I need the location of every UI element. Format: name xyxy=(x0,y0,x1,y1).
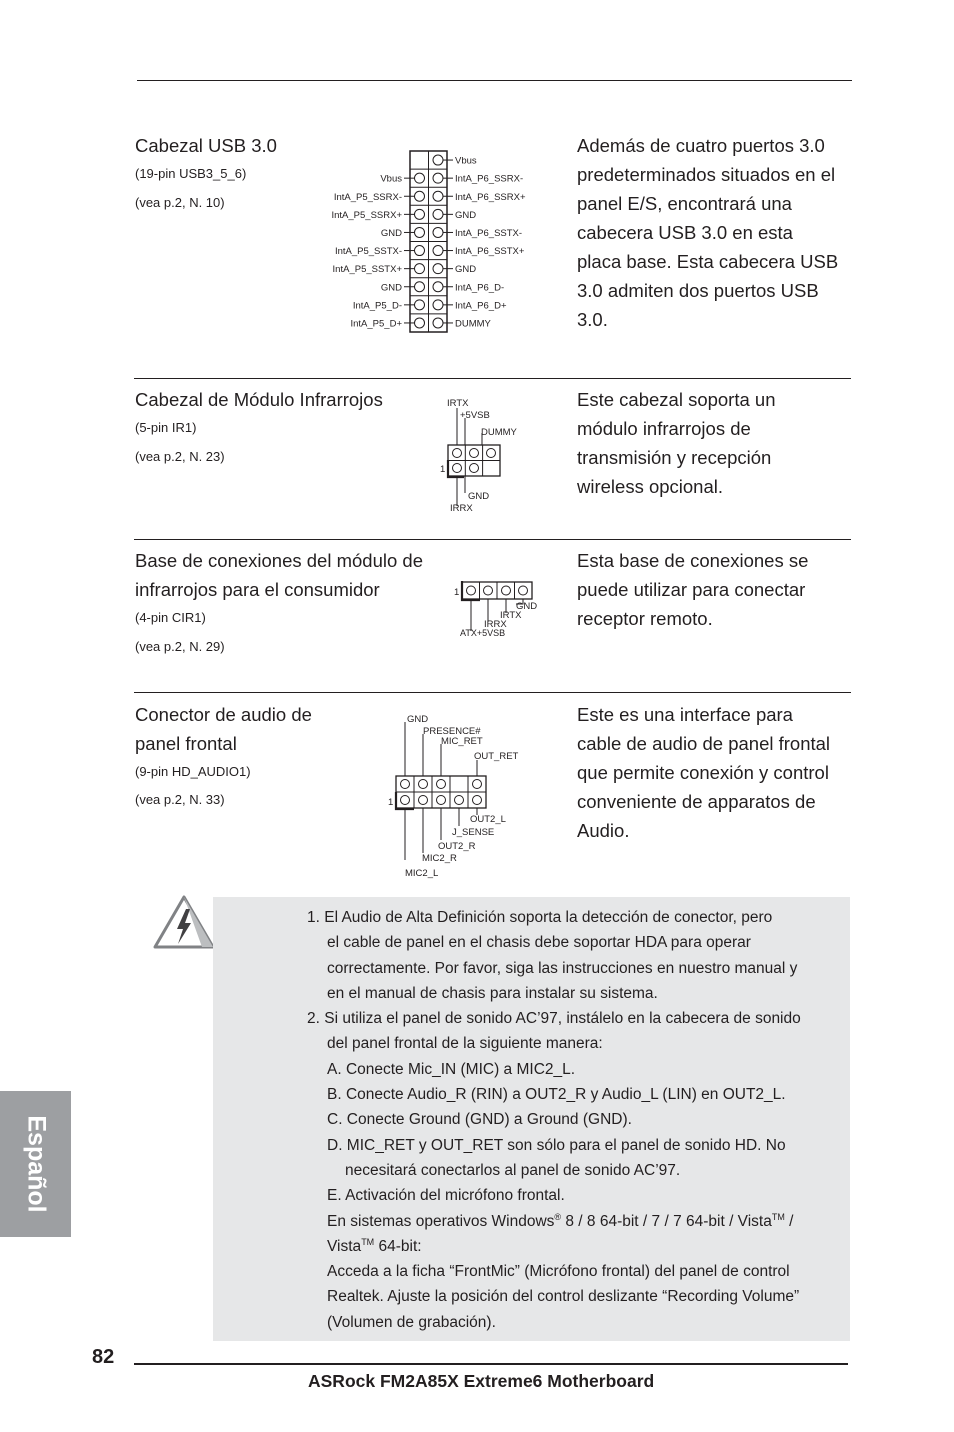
footer-rule xyxy=(134,1363,848,1365)
ir-label-dummy: DUMMY xyxy=(481,427,517,438)
top-rule xyxy=(137,80,852,81)
usb-description: Además de cuatro puertos 3.0 predeterminados situados en el panel E/S, encontrará una cabecera USB 3.0 en esta placa base. Esta cabecera USB 3.0 admiten dos puertos USB 3.0. xyxy=(577,135,839,330)
audio-label-gnd: GND xyxy=(407,714,429,725)
usb-pin-left-7 xyxy=(415,282,425,292)
section-rule-1 xyxy=(134,378,851,379)
usb-left-label: GND xyxy=(380,227,402,239)
cir-label-gnd: GND xyxy=(516,601,538,612)
note-list xyxy=(307,905,852,1335)
usb-left-label: IntA_P5_SSRX+ xyxy=(331,209,402,221)
usb-pin-left-3 xyxy=(415,209,425,219)
usb-pin-left-1 xyxy=(415,173,425,183)
audio-header-diagram xyxy=(380,710,530,882)
warning-icon xyxy=(152,894,216,952)
note-step-c: C. Conecte Ground (GND) a Ground (GND). xyxy=(327,1111,632,1129)
language-tab: Español xyxy=(0,1091,71,1237)
usb-pin-right-4 xyxy=(433,209,443,219)
ir-label-5vsb: +5VSB xyxy=(460,410,490,421)
usb-left-label: IntA_P5_D+ xyxy=(350,318,402,330)
note-access-line-1: Acceda a la ficha “FrontMic” (Micrófono frontal) del panel de control xyxy=(327,1263,790,1281)
cir-header-diagram xyxy=(450,577,550,639)
audio-label-mic2-r: MIC2_R xyxy=(422,853,457,864)
note-step-a: A. Conecte Mic_IN (MIC) a MIC2_L. xyxy=(327,1060,576,1078)
cir-ref: (vea p.2, N. 29) xyxy=(135,639,225,654)
usb-pin-right-1 xyxy=(433,155,443,165)
usb-pin-right-10 xyxy=(433,318,443,328)
note-item-1-line-1: 1. El Audio de Alta Definición soporta la detección de conector, pero xyxy=(307,909,773,926)
section-rule-3 xyxy=(134,692,851,693)
usb-pin-right-6 xyxy=(433,246,443,256)
cir-description: Esta base de conexiones se puede utilizar para conectar receptor remoto. xyxy=(577,550,809,629)
usb-right-label: DUMMY xyxy=(455,318,491,330)
ir-header-title: Cabezal de Módulo Infrarrojos xyxy=(135,389,383,410)
audio-label-j-sense: J_SENSE xyxy=(452,827,495,838)
usb-left-label: IntA_P5_SSRX- xyxy=(333,191,402,203)
page-number: 82 xyxy=(92,1346,115,1368)
usb-right-label: IntA_P6_SSRX+ xyxy=(455,191,526,203)
cir-header-title: Base de conexiones del módulo de infrarrojos para el consumidor xyxy=(135,550,423,600)
usb-pin-left-6 xyxy=(415,264,425,274)
note-step-e: E. Activación del micrófono frontal. xyxy=(327,1187,565,1205)
usb-pin-right-9 xyxy=(433,300,443,310)
audio-pin-label: (9-pin HD_AUDIO1) xyxy=(135,764,251,779)
usb-right-label: GND xyxy=(455,264,477,276)
audio-label-mic-ret: MIC_RET xyxy=(441,736,483,747)
audio-label-presence: PRESENCE# xyxy=(423,726,481,737)
audio-description: Este es una interface para cable de audio de panel frontal que permite conexión y control conveniente de apparatos de Audio. xyxy=(577,704,831,841)
usb-right-label: Vbus xyxy=(455,155,477,167)
ir-label-irrx: IRRX xyxy=(450,503,473,514)
usb-pin-right-3 xyxy=(433,191,443,201)
usb-pin-label: (19-pin USB3_5_6) xyxy=(135,166,247,181)
note-access-line-3: (Volumen de grabación). xyxy=(327,1313,496,1331)
cir-label-pin1: 1 xyxy=(454,587,460,598)
usb-right-label: GND xyxy=(455,209,477,221)
usb-pin-right-2 xyxy=(433,173,443,183)
note-item-2-line-2: del panel frontal de la siguiente manera: xyxy=(327,1035,603,1053)
note-step-d-line-1: D. MIC_RET y OUT_RET son sólo para el panel de sonido HD. No xyxy=(327,1136,786,1154)
ir-label-pin1: 1 xyxy=(440,464,446,475)
usb-left-label: GND xyxy=(380,282,402,294)
note-vista-line: Vista™ 64-bit: xyxy=(327,1236,422,1255)
ir-pin-label: (5-pin IR1) xyxy=(135,420,197,435)
usb-right-label: IntA_P6_SSRX- xyxy=(455,173,524,185)
usb-pin-right-5 xyxy=(433,227,443,237)
note-os-line: En sistemas operativos Windows® 8 / 8 64-bit / 7 / 7 64-bit / Vista™ / xyxy=(327,1211,794,1230)
audio-label-pin1: 1 xyxy=(388,797,394,808)
usb-left-label: Vbus xyxy=(380,173,402,185)
ir-label-irtx: IRTX xyxy=(447,398,469,409)
usb-header-title: Cabezal USB 3.0 xyxy=(135,135,277,156)
usb-left-label: IntA_P5_D- xyxy=(352,300,402,312)
cir-label-irtx: IRTX xyxy=(500,610,522,621)
ir-label-gnd: GND xyxy=(468,491,490,502)
cir-label-atx5vsb: ATX+5VSB xyxy=(460,628,506,638)
note-access-line-2: Realtek. Ajuste la posición del control deslizante “Recording Volume” xyxy=(327,1288,800,1306)
ir-header-diagram xyxy=(430,393,540,515)
usb-header-diagram xyxy=(300,145,560,340)
note-step-d-line-2: necesitará conectarlos al panel de sonido AC’97. xyxy=(345,1161,681,1179)
usb-pin-left-2 xyxy=(415,191,425,201)
audio-label-out2-l: OUT2_L xyxy=(470,814,506,825)
note-item-1-line-4: en el manual de chasis para instalar su sistema. xyxy=(327,984,658,1002)
usb-pin-right-8 xyxy=(433,282,443,292)
note-item-1-line-2: el cable de panel en el chasis debe soportar HDA para operar xyxy=(327,934,751,952)
note-step-b: B. Conecte Audio_R (RIN) a OUT2_R y Audio_L (LIN) en OUT2_L. xyxy=(327,1086,786,1104)
usb-right-label: IntA_P6_D+ xyxy=(455,300,507,312)
usb-left-label: IntA_P5_SSTX- xyxy=(334,246,402,258)
cir-label-irrx: IRRX xyxy=(484,619,507,630)
audio-label-mic2-l: MIC2_L xyxy=(405,868,439,879)
usb-pin-right-7 xyxy=(433,264,443,274)
cir-pin-label: (4-pin CIR1) xyxy=(135,610,206,625)
audio-label-out-ret: OUT_RET xyxy=(474,751,519,762)
footer-title: ASRock FM2A85X Extreme6 Motherboard xyxy=(308,1371,655,1391)
note-item-1-line-3: correctamente. Por favor, siga las instrucciones en nuestro manual y xyxy=(327,959,798,977)
usb-ref: (vea p.2, N. 10) xyxy=(135,195,225,210)
note-item-2-line-1: 2. Si utiliza el panel de sonido AC’97, instálelo en la cabecera de sonido xyxy=(307,1010,801,1028)
usb-left-label: IntA_P5_SSTX+ xyxy=(332,264,402,276)
usb-pin-left-4 xyxy=(415,227,425,237)
usb-pin-left-9 xyxy=(415,318,425,328)
usb-pin-left-8 xyxy=(415,300,425,310)
audio-header-title: Conector de audio de panel frontal xyxy=(135,704,312,754)
usb-right-label: IntA_P6_SSTX+ xyxy=(455,246,525,258)
ir-description: Este cabezal soporta un módulo infrarrojos de transmisión y recepción wireless opcional. xyxy=(577,389,776,497)
usb-right-label: IntA_P6_SSTX- xyxy=(455,227,523,239)
ir-ref: (vea p.2, N. 23) xyxy=(135,449,225,464)
usb-pin-left-5 xyxy=(415,246,425,256)
usb-right-label: IntA_P6_D- xyxy=(455,282,505,294)
audio-label-out2-r: OUT2_R xyxy=(438,841,476,852)
audio-ref: (vea p.2, N. 33) xyxy=(135,792,225,807)
section-rule-2 xyxy=(134,539,851,540)
